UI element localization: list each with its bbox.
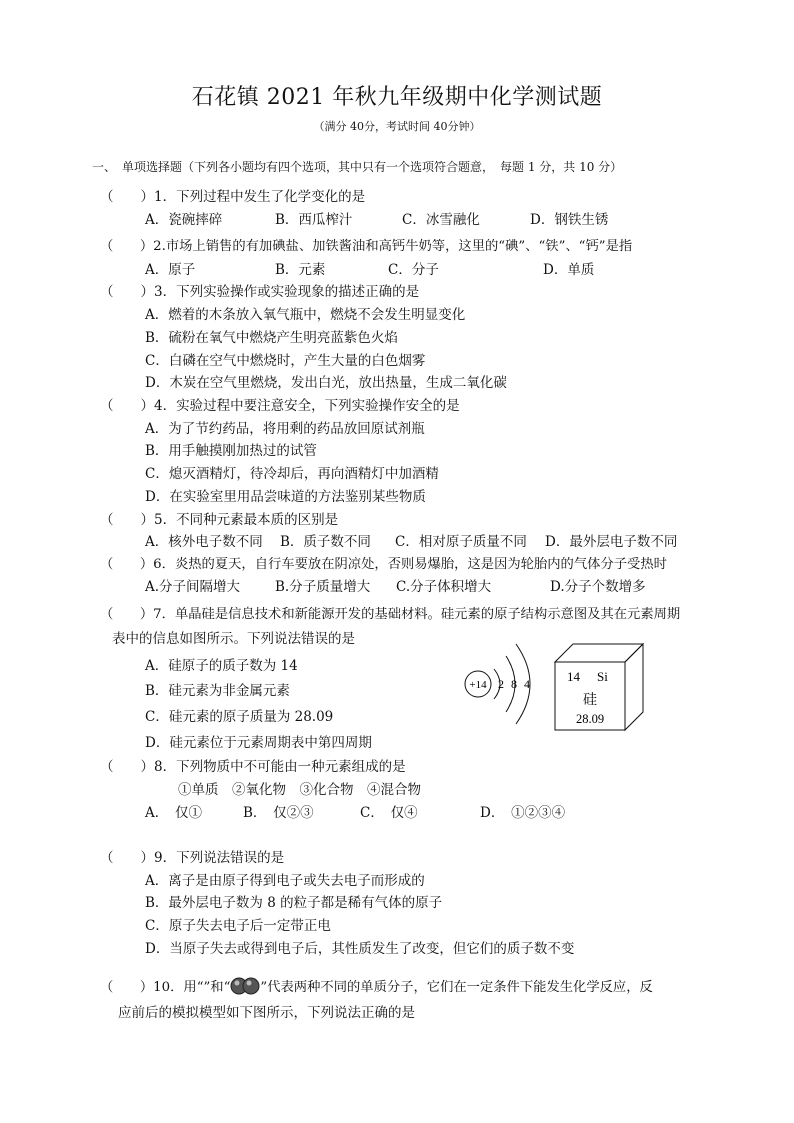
- question-8-stem: （ ）8．下列物质中不可能由一种元素组成的是: [100, 759, 406, 775]
- q5-option-c: C．相对原子质量不同: [395, 534, 527, 550]
- q3-option-d: D．木炭在空气里燃烧，发出白光，放出热量，生成二氧化碳: [145, 375, 507, 391]
- q4-option-c: C．熄灭酒精灯，待冷却后，再向酒精灯中加酒精: [145, 466, 439, 482]
- q7-option-c: C．硅元素的原子质量为 28.09: [145, 709, 334, 725]
- atomic-number: 14: [567, 669, 580, 684]
- question-2-stem: （ ）2.市场上销售的有加碘盐、加铁酱油和高钙牛奶等，这里的“碘”、“铁”、“钙”是指: [100, 239, 633, 254]
- q8-option-d: D． ①②③④: [480, 805, 566, 821]
- q4-option-a: A．为了节约药品，将用剩的药品放回原试剂瓶: [145, 421, 425, 437]
- q1-option-d: D．钢铁生锈: [530, 212, 609, 228]
- q1-option-a: A．瓷碗摔碎: [145, 212, 223, 228]
- q7-option-b: B．硅元素为非金属元素: [145, 683, 290, 699]
- q9-option-b: B．最外层电子数为 8 的粒子都是稀有气体的原子: [145, 895, 443, 911]
- q10-stem-part-2: ”和“: [203, 980, 231, 995]
- question-4-stem: （ ）4．实验过程中要注意安全，下列实验操作安全的是: [100, 398, 460, 414]
- q10-stem-part-3: ”代表两种不同的单质分子，它们在一定条件下能发生化学反应，反: [260, 980, 653, 995]
- q2-option-a: A．原子: [145, 262, 196, 278]
- q10-stem-part-1: （ ）10．用“: [100, 980, 204, 995]
- question-5-stem: （ ）5．不同种元素最本质的区别是: [100, 512, 339, 528]
- question-10-stem: [100, 977, 653, 997]
- question-3-stem: （ ）3．下列实验操作或实验现象的描述正确的是: [100, 284, 420, 300]
- q1-option-b: B．西瓜榨汁: [275, 212, 353, 228]
- q1-option-c: C．冰雪融化: [402, 212, 480, 228]
- q8-items: ①单质 ②氧化物 ③化合物 ④混合物: [178, 782, 421, 798]
- shell-2-electrons: 8: [511, 677, 517, 691]
- question-6-stem: （ ）6．炎热的夏天，自行车要放在阴凉处，否则易爆胎，这是因为轮胎内的气体分子受热时: [100, 557, 667, 572]
- q9-option-a: A．离子是由原子得到电子或失去电子而形成的: [145, 873, 425, 889]
- q3-option-c: C．白磷在空气中燃烧时，产生大量的白色烟雾: [145, 353, 426, 369]
- q8-option-c: C． 仅④: [360, 805, 418, 821]
- q5-option-b: B．质子数不同: [280, 534, 371, 550]
- element-name: 硅: [583, 692, 597, 708]
- silicon-atom-structure-diagram: [458, 636, 548, 734]
- atomic-mass: 28.09: [575, 712, 605, 726]
- q6-option-a: A.分子间隔增大: [145, 579, 241, 595]
- cell-side-face: [625, 644, 643, 730]
- q5-option-a: A．核外电子数不同: [145, 534, 263, 550]
- diatomic-molecule-icon: [230, 977, 260, 995]
- q7-option-a: A．硅原子的质子数为 14: [145, 658, 298, 674]
- q9-option-c: C．原子失去电子后一定带正电: [145, 918, 331, 934]
- q6-option-c: C.分子体积增大: [396, 579, 492, 595]
- q2-option-d: D．单质: [543, 262, 595, 278]
- q6-option-d: D.分子个数增多: [550, 579, 646, 595]
- q4-option-d: D．在实验室里用品尝味道的方法鉴别某些物质: [145, 489, 426, 505]
- q8-option-a: A． 仅①: [145, 805, 202, 821]
- question-9-stem: （ ）9．下列说法错误的是: [100, 850, 285, 866]
- q9-option-d: D．当原子失去或得到电子后，其性质发生了改变，但它们的质子数不变: [145, 941, 575, 957]
- element-symbol: Si: [597, 669, 608, 684]
- question-10-stem-cont: 应前后的模拟模型如下图所示，下列说法正确的是: [118, 1005, 415, 1021]
- nucleus-charge: +14: [469, 679, 487, 691]
- question-7-stem-cont: 表中的信息如图所示。下列说法错误的是: [112, 631, 355, 647]
- q6-option-b: B.分子质量增大: [275, 579, 371, 595]
- shell-1-electrons: 2: [498, 677, 504, 691]
- q5-option-d: D．最外层电子数不同: [545, 534, 678, 550]
- silicon-periodic-table-cell: [553, 642, 645, 732]
- page-subtitle: （满分 40分，考试时间 40分钟）: [313, 120, 481, 133]
- q2-option-c: C．分子: [388, 262, 439, 278]
- q2-option-b: B．元素: [275, 262, 326, 278]
- section-heading: 一、 单项选择题（下列各小题均有四个选项，其中只有一个选项符合题意， 每题 1 分，共 10 分）: [92, 160, 623, 174]
- q4-option-b: B．用手触摸刚加热过的试管: [145, 443, 317, 459]
- question-1-stem: （ ）1．下列过程中发生了化学变化的是: [100, 189, 366, 205]
- question-7-stem: （ ）7．单晶硅是信息技术和新能源开发的基础材料。硅元素的原子结构示意图及其在元素周期: [100, 607, 681, 622]
- q3-option-b: B．硫粉在氧气中燃烧产生明亮蓝紫色火焰: [145, 330, 398, 346]
- q7-option-d: D．硅元素位于元素周期表中第四周期: [145, 735, 372, 751]
- q3-option-a: A．燃着的木条放入氧气瓶中，燃烧不会发生明显变化: [145, 307, 466, 323]
- page-title: 石花镇 2021 年秋九年级期中化学测试题: [191, 85, 603, 110]
- cell-top-face: [555, 644, 643, 662]
- shell-3-electrons: 4: [524, 677, 530, 691]
- q8-option-b: B． 仅②③: [243, 805, 314, 821]
